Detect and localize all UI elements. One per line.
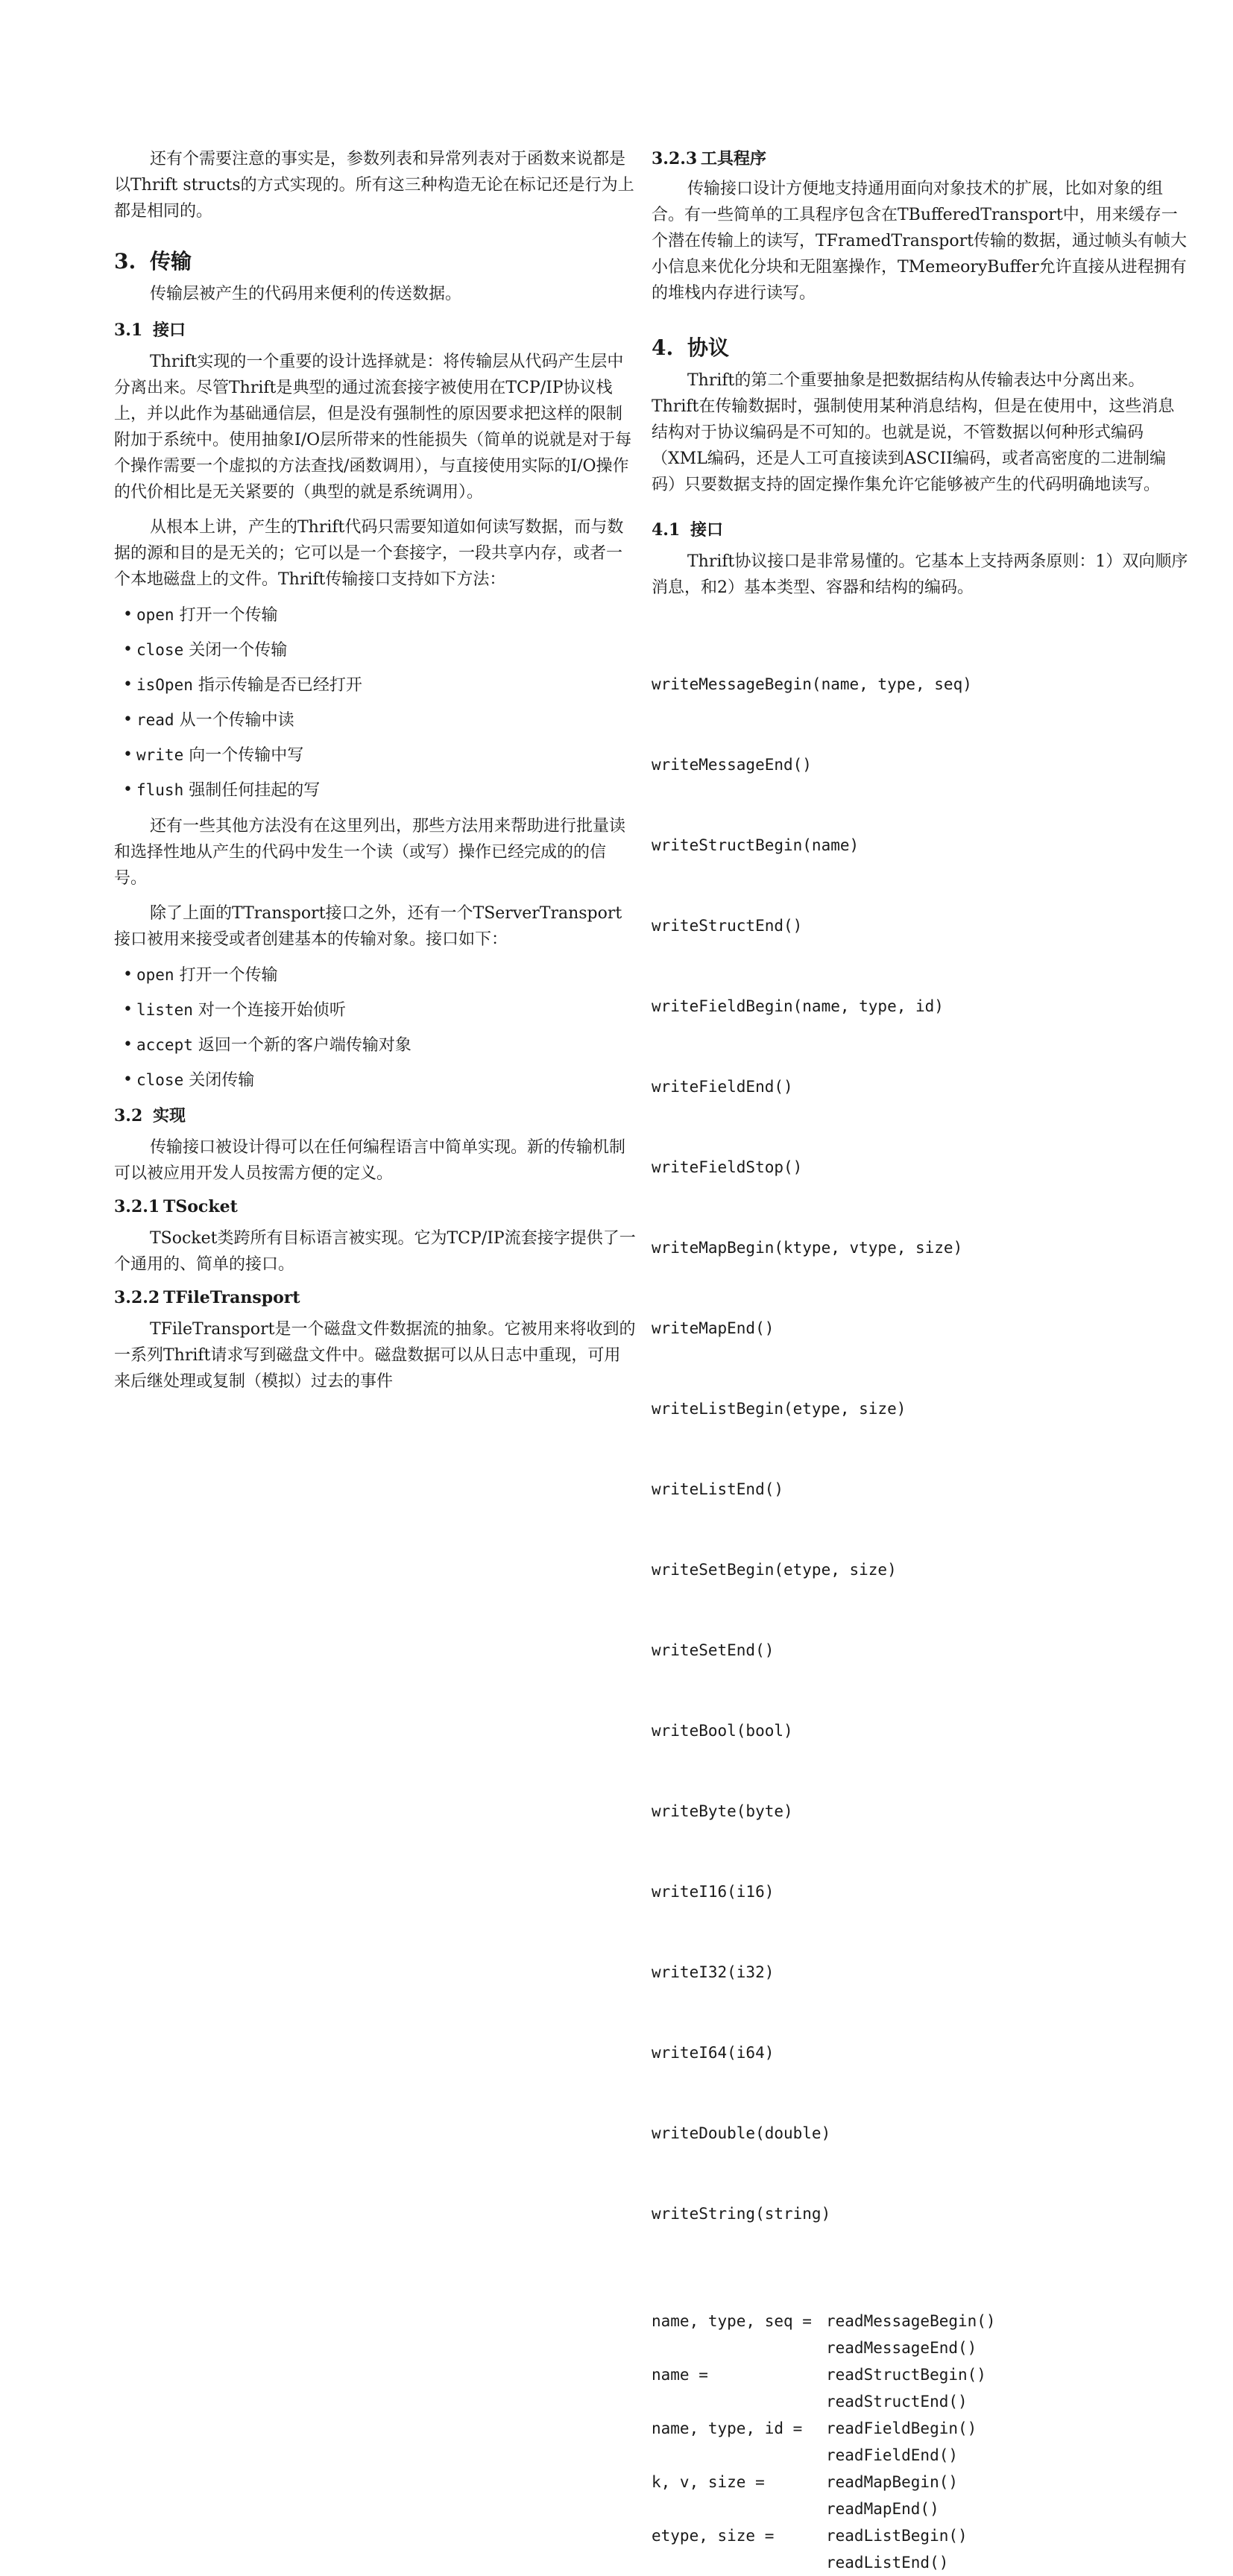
bullet-icon: •: [123, 640, 133, 659]
list-item: • open 打开一个传输: [123, 603, 636, 628]
list-item: • write 向一个传输中写: [123, 743, 636, 768]
bullet-icon: •: [123, 965, 133, 984]
code-line: writeDouble(double): [652, 2124, 831, 2142]
read-calls-code-block: [652, 2308, 1188, 2576]
code-line: writeBool(bool): [652, 1722, 793, 1740]
code-line: name, type, seq = readMessageBegin(): [652, 2312, 996, 2330]
section-3-2-1-paragraph: TSocket类跨所有目标语言被实现。它为TCP/IP流套接字提供了一个通用的、简单的接口。: [114, 1229, 636, 1274]
section-3-1-heading: 3.1 接口: [114, 321, 186, 340]
code-line: writeListEnd(): [652, 1480, 784, 1498]
section-3-2-2-heading: 3.2.2 TFileTransport: [114, 1288, 300, 1307]
code-line: readListEnd(): [826, 2554, 949, 2572]
bullet-icon: •: [123, 1070, 133, 1089]
code-line: readFieldEnd(): [826, 2446, 959, 2464]
bullet-icon: •: [123, 1000, 133, 1019]
write-calls-code-block: [652, 617, 1188, 2281]
code-line: readMapEnd(): [826, 2500, 939, 2518]
code-line: writeMapEnd(): [652, 1319, 775, 1337]
transport-methods-list: [114, 603, 636, 803]
code-line: name, type, id = readFieldBegin(): [652, 2419, 977, 2437]
code-line: k, v, size = readMapBegin(): [652, 2473, 959, 2491]
code-line: readStructEnd(): [826, 2393, 968, 2411]
left-column: [114, 146, 636, 1395]
code-line: writeSetBegin(etype, size): [652, 1561, 897, 1579]
code-line: name = readStructBegin(): [652, 2366, 986, 2384]
bullet-icon: •: [123, 605, 133, 624]
bullet-icon: •: [123, 745, 133, 764]
section-3-1-paragraph-3: 还有一些其他方法没有在这里列出，那些方法用来帮助进行批量读和选择性地从产生的代码中发生一个读（或写）操作已经完成的的信号。: [114, 817, 626, 888]
code-line: writeStructBegin(name): [652, 836, 860, 854]
code-line: writeFieldStop(): [652, 1158, 803, 1176]
section-3-2-1-heading: 3.2.1 TSocket: [114, 1197, 238, 1216]
section-3-1-paragraph-2: 从根本上讲，产生的Thrift代码只需要知道如何读写数据，而与数据的源和目的是无关的；它可以是一个套接字，一段共享内存，或者一个本地磁盘上的文件。Thrift传输接口支持如下方法：: [114, 518, 624, 589]
code-line: writeStructEnd(): [652, 917, 803, 935]
list-item: • accept 返回一个新的客户端传输对象: [123, 1033, 636, 1058]
code-line: writeListBegin(etype, size): [652, 1400, 906, 1418]
bullet-icon: •: [123, 675, 133, 694]
server-transport-methods-list: [114, 963, 636, 1093]
code-line: writeByte(byte): [652, 1802, 793, 1820]
code-line: writeFieldEnd(): [652, 1078, 793, 1096]
list-item: • close 关闭一个传输: [123, 638, 636, 663]
section-3-2-3-paragraph: 传输接口设计方便地支持通用面向对象技术的扩展，比如对象的组合。有一些简单的工具程序包含在TBufferedTransport中，用来缓存一个潜在传输上的读写，TFramedTransport传输的数据，通过帧头有帧大小信息来优化分块和无阻塞操作，TMemeoryBuffer允许直接从进程拥有的堆栈内存进行读写。: [652, 180, 1187, 303]
list-item: • close 关闭传输: [123, 1068, 636, 1093]
section-3-2-paragraph: 传输接口被设计得可以在任何编程语言中简单实现。新的传输机制可以被应用开发人员按需方便的定义。: [114, 1138, 626, 1183]
intro-paragraph: 还有个需要注意的事实是，参数列表和异常列表对于函数来说都是以Thrift structs的方式实现的。所有这三种构造无论在标记还是行为上都是相同的。: [114, 150, 634, 221]
list-item: • open 打开一个传输: [123, 963, 636, 988]
section-3-heading: 3. 传输: [114, 249, 192, 274]
code-line: writeI64(i64): [652, 2044, 775, 2062]
code-line: readMessageEnd(): [826, 2339, 977, 2357]
code-line: etype, size = readListBegin(): [652, 2527, 968, 2545]
section-3-1-paragraph-1: Thrift实现的一个重要的设计选择就是：将传输层从代码产生层中分离出来。尽管Thrift是典型的通过流套接字被使用在TCP/IP协议栈上，并以此作为基础通信层，但是没有强制性的原因要求把这样的限制附加于系统中。使用抽象I/O层所带来的性能损失（简单的说就是对于每个操作需要一个虚拟的方法查找/函数调用），与直接使用实际的I/O操作的代价相比是无关紧要的（典型的就是系统调用）。: [114, 353, 632, 502]
section-4-1-paragraph: Thrift协议接口是非常易懂的。它基本上支持两条原则：1）双向顺序消息，和2）基本类型、容器和结构的编码。: [652, 552, 1188, 597]
list-item: • flush 强制任何挂起的写: [123, 778, 636, 803]
code-line: writeSetEnd(): [652, 1641, 775, 1659]
list-item: • listen 对一个连接开始侦听: [123, 998, 636, 1023]
section-3-1-paragraph-4: 除了上面的TTransport接口之外，还有一个TServerTransport接口被用来接受或者创建基本的传输对象。接口如下：: [114, 904, 622, 949]
section-4-paragraph: Thrift的第二个重要抽象是把数据结构从传输表达中分离出来。Thrift在传输数据时，强制使用某种消息结构，但是在使用中，这些消息结构对于协议编码是不可知的。也就是说，不管数据以何种形式编码（XML编码，还是人工可直接读到ASCII编码，或者高密度的二进制编码）只要数据支持的固定操作集允许它能够被产生的代码明确地读写。: [652, 371, 1175, 494]
section-3-paragraph: 传输层被产生的代码用来便利的传送数据。: [150, 285, 462, 303]
code-line: writeFieldBegin(name, type, id): [652, 997, 944, 1015]
section-4-heading: 4. 协议: [652, 335, 730, 360]
code-line: writeI16(i16): [652, 1883, 775, 1901]
code-line: writeMessageEnd(): [652, 756, 812, 774]
bullet-icon: •: [123, 1035, 133, 1054]
section-3-2-2-paragraph: TFileTransport是一个磁盘文件数据流的抽象。它被用来将收到的一系列Thrift请求写到磁盘文件中。磁盘数据可以从日志中重现，可用来后继处理或复制（模拟）过去的事件: [114, 1320, 636, 1391]
list-item: • isOpen 指示传输是否已经打开: [123, 673, 636, 698]
bullet-icon: •: [123, 780, 133, 799]
section-3-2-3-heading: 3.2.3 工具程序: [652, 149, 767, 168]
section-3-2-heading: 3.2 实现: [114, 1106, 186, 1126]
code-line: writeMapBegin(ktype, vtype, size): [652, 1239, 963, 1257]
right-column: [652, 146, 1188, 2576]
list-item: • read 从一个传输中读: [123, 708, 636, 733]
bullet-icon: •: [123, 710, 133, 729]
code-line: writeString(string): [652, 2205, 831, 2223]
section-4-1-heading: 4.1 接口: [652, 520, 724, 540]
code-line: writeMessageBegin(name, type, seq): [652, 675, 972, 693]
code-line: writeI32(i32): [652, 1963, 775, 1981]
